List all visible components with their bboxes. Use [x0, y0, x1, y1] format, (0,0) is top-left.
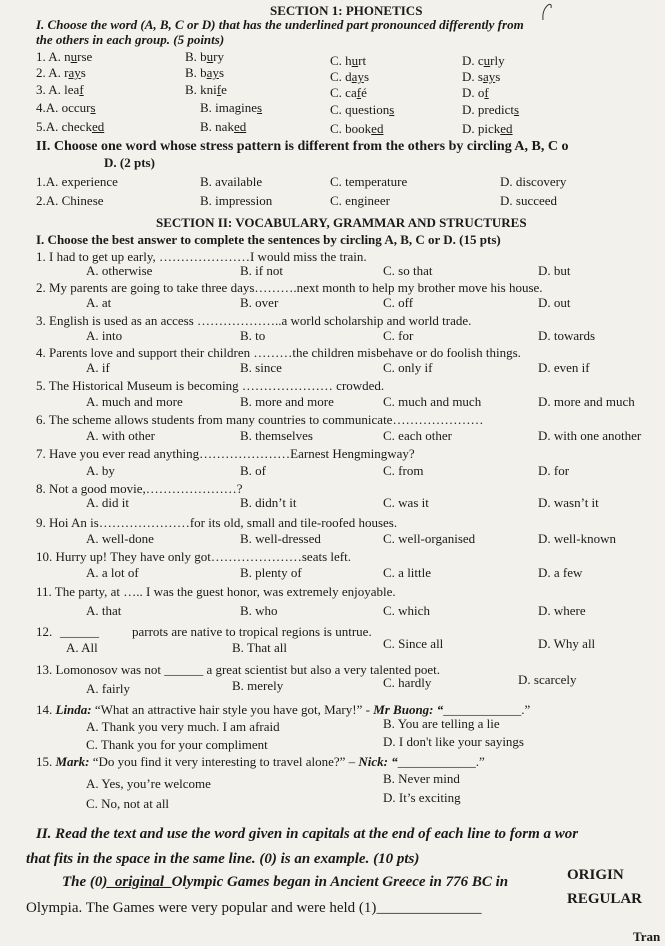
part1-instruction-line1: I. Choose the word (A, B, C or D) that has the underlined part pronounced differently from: [36, 17, 524, 32]
option-a[interactable]: A. with other: [86, 428, 155, 443]
option-b[interactable]: B. didn’t it: [240, 495, 297, 510]
part2-instruction-line2: that fits in the space in the same line. (0) is an example. (10 pts): [26, 851, 420, 867]
question-stem: 2. My parents are going to take three days……….next month to help my brother move his house.: [36, 280, 543, 295]
option-a[interactable]: A. otherwise: [86, 263, 153, 278]
option-d[interactable]: D. I don't like your sayings: [383, 734, 524, 749]
question-stem: 9. Hoi An is…………………for its old, small and tile-roofed houses.: [36, 515, 398, 530]
question-stem: 5. The Historical Museum is becoming ………………… crowded.: [36, 378, 385, 393]
option-d[interactable]: D. more and much: [538, 394, 635, 409]
section-2-title: SECTION II: VOCABULARY, GRAMMAR AND STRUCTURES: [156, 215, 527, 230]
question-stem: 14. Linda: “What an attractive hair style you have got, Mary!” - Mr Buong: “____________.”: [36, 702, 531, 717]
option-a[interactable]: A. that: [86, 603, 122, 618]
passage-line-1: The (0)_original_Olympic Games began in Ancient Greece in 776 BC in: [62, 874, 509, 890]
section-2-instruction: I. Choose the best answer to complete the sentences by circling A, B, C or D. (15 pts): [36, 232, 501, 247]
option-c[interactable]: C. well-organised: [383, 531, 476, 546]
question-stem: 3. English is used as an access ………………..a world scholarship and world trade.: [36, 313, 472, 328]
option-b[interactable]: B. who: [240, 603, 278, 618]
pen-mark-icon: [540, 2, 554, 22]
option-a[interactable]: A. into: [86, 328, 123, 343]
option-d[interactable]: D. even if: [538, 360, 590, 375]
option-c[interactable]: C. Thank you for your compliment: [86, 737, 268, 752]
option-d[interactable]: D. where: [538, 603, 586, 618]
question-number: 12.: [36, 624, 53, 639]
question-stem: 6. The scheme allows students from many countries to communicate…………………: [36, 412, 484, 427]
option-a[interactable]: A. fairly: [86, 681, 131, 696]
question-stem: 10. Hurry up! They have only got…………………seats left.: [36, 549, 351, 564]
option-d[interactable]: D. a few: [538, 565, 583, 580]
option-d[interactable]: D. well-known: [538, 531, 616, 546]
option-c[interactable]: C. for: [383, 328, 414, 343]
option-b[interactable]: B. well-dressed: [240, 531, 321, 546]
option-d[interactable]: D. towards: [538, 328, 596, 343]
option-c[interactable]: C. No, not at all: [86, 796, 170, 811]
option-c[interactable]: C. from: [383, 463, 424, 478]
option-c[interactable]: C. hardly: [383, 675, 432, 690]
section-1-title: SECTION 1: PHONETICS: [270, 3, 423, 18]
option-d[interactable]: D. scarcely: [518, 672, 577, 687]
part2-instruction-line1: II. Choose one word whose stress pattern is different from the others by circling A, B, C o: [36, 139, 569, 154]
option-a[interactable]: A. Yes, you’re welcome: [86, 776, 211, 791]
part2-instruction-line1: II. Read the text and use the word given in capitals at the end of each line to form a wor: [36, 826, 579, 842]
option-a[interactable]: A. All: [66, 640, 98, 655]
option-a[interactable]: A. much and more: [86, 394, 183, 409]
question-stem: parrots are native to tropical regions is untrue.: [132, 624, 372, 639]
option-b[interactable]: B. more and more: [240, 394, 334, 409]
option-c[interactable]: C. each other: [383, 428, 452, 443]
option-d[interactable]: D. but: [538, 263, 571, 278]
option-c[interactable]: C. off: [383, 295, 414, 310]
option-a[interactable]: A. Thank you very much. I am afraid: [86, 719, 280, 734]
answer-blank[interactable]: ______________: [376, 900, 482, 916]
part2-instruction-line2: D. (2 pts): [104, 155, 155, 170]
option-b[interactable]: B. Never mind: [383, 771, 460, 786]
option-a[interactable]: A. by: [86, 463, 115, 478]
option-d[interactable]: D. wasn’t it: [538, 495, 599, 510]
option-b[interactable]: B. if not: [240, 263, 283, 278]
question-stem: 13. Lomonosov was not ______ a great scientist but also a very talented poet.: [36, 662, 441, 677]
word-given-1: ORIGIN: [567, 867, 624, 883]
question-stem: 1. I had to get up early, …………………I would miss the train.: [36, 249, 367, 264]
option-b[interactable]: B. themselves: [240, 428, 313, 443]
passage-line-2: Olympia. The Games were very popular and were held (1)______________: [26, 900, 482, 916]
question-stem: 8. Not a good movie,…………………?: [36, 481, 243, 496]
option-b[interactable]: B. merely: [232, 678, 284, 693]
question-stem: 15. Mark: “Do you find it very interesting to travel alone?” – Nick: “____________.”: [36, 754, 485, 769]
option-a[interactable]: A. if: [86, 360, 110, 375]
option-c[interactable]: C. Since all: [383, 636, 444, 651]
option-b[interactable]: B. of: [240, 463, 266, 478]
option-c[interactable]: C. only if: [383, 360, 433, 375]
option-a[interactable]: A. a lot of: [86, 565, 139, 580]
question-stem: 4. Parents love and support their children ………the children misbehave or do foolish things.: [36, 345, 521, 360]
answer-blank: ______: [60, 624, 99, 639]
option-b[interactable]: B. You are telling a lie: [383, 716, 500, 731]
option-b[interactable]: B. plenty of: [240, 565, 302, 580]
option-d[interactable]: D. Why all: [538, 636, 596, 651]
option-b[interactable]: B. over: [240, 295, 279, 310]
option-c[interactable]: C. a little: [383, 565, 432, 580]
option-a[interactable]: A. well-done: [86, 531, 154, 546]
option-d[interactable]: D. with one another: [538, 428, 642, 443]
option-d[interactable]: D. for: [538, 463, 570, 478]
option-c[interactable]: C. so that: [383, 263, 433, 278]
option-d[interactable]: D. out: [538, 295, 571, 310]
option-c[interactable]: C. which: [383, 603, 430, 618]
part1-instruction-line2: the others in each group. (5 points): [36, 32, 225, 47]
word-given-2: REGULAR: [567, 891, 643, 907]
footer-text: Tran: [633, 929, 661, 944]
option-d[interactable]: D. It’s exciting: [383, 790, 461, 805]
option-a[interactable]: A. did it: [86, 495, 129, 510]
question-stem: 7. Have you ever read anything…………………Earnest Hengmingway?: [36, 446, 415, 461]
option-b[interactable]: B. to: [240, 328, 266, 343]
option-c[interactable]: C. much and much: [383, 394, 482, 409]
option-a[interactable]: A. at: [86, 295, 112, 310]
option-b[interactable]: B. That all: [232, 640, 288, 655]
option-b[interactable]: B. since: [240, 360, 282, 375]
option-c[interactable]: C. was it: [383, 495, 429, 510]
question-stem: 11. The party, at ….. I was the guest honor, was extremely enjoyable.: [36, 584, 396, 599]
